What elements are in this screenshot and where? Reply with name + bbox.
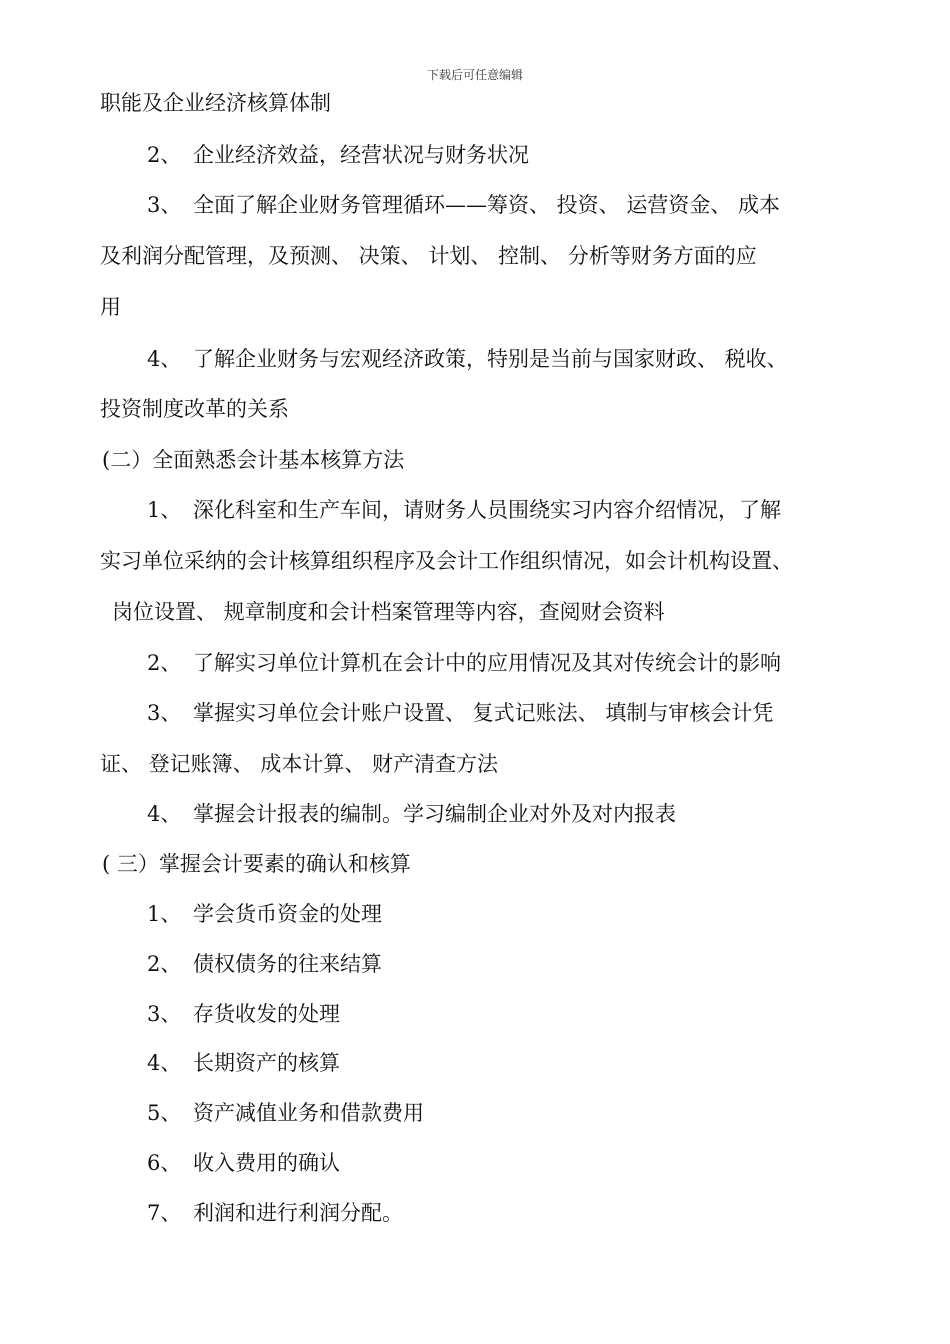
text-line [100,750,498,778]
item-text: 收入费用的确认 [193,1151,340,1175]
item-number: 1、 [147,498,182,522]
item-text: 了解企业财务与宏观经济政策，特别是当前与国家财政、 税收、 [193,347,788,371]
numbered-item [147,900,382,928]
item-number: 4、 [147,802,182,826]
line-text: 及利润分配管理，及预测、 决策、 计划、 控制、 分析等财务方面的应 [100,244,757,268]
text-line [100,89,331,117]
item-number: 3、 [147,193,182,217]
numbered-item [147,800,676,828]
section-heading [102,446,404,474]
item-number: 2、 [147,143,182,167]
line-text: 证、 登记账簿、 成本计算、 财产清查方法 [100,752,499,776]
text-line [100,547,793,575]
item-number: 7、 [147,1201,182,1225]
numbered-item [147,1049,340,1077]
numbered-item [147,950,382,978]
item-number: 1、 [147,902,182,926]
line-text: 实习单位采纳的会计核算组织程序及会计工作组织情况，如会计机构设置、 [100,549,793,573]
text-line [100,293,121,321]
text-line [112,598,665,626]
numbered-item [147,345,788,373]
heading-text: ( 三）掌握会计要素的确认和核算 [102,852,411,876]
page-header: 下载后可任意编辑 [426,68,523,82]
item-number: 5、 [147,1101,182,1125]
line-text: 投资制度改革的关系 [100,397,289,421]
item-number: 2、 [147,651,182,675]
item-text: 全面了解企业财务管理循环——筹资、 投资、 运营资金、 成本 [193,193,781,217]
item-text: 存货收发的处理 [193,1002,340,1026]
item-text: 利润和进行利润分配。 [193,1201,403,1225]
item-number: 4、 [147,347,182,371]
item-text: 深化科室和生产车间，请财务人员围绕实习内容介绍情况，了解 [193,498,781,522]
item-text: 资产减值业务和借款费用 [193,1101,424,1125]
line-text: 用 [100,295,121,319]
item-text: 债权债务的往来结算 [193,952,382,976]
numbered-item [147,191,780,219]
line-text: 岗位设置、 规章制度和会计档案管理等内容，查阅财会资料 [112,600,665,624]
item-text: 企业经济效益，经营状况与财务状况 [193,143,529,167]
numbered-item [147,1099,424,1127]
heading-text: (二）全面熟悉会计基本核算方法 [102,448,405,472]
item-number: 3、 [147,701,182,725]
item-number: 6、 [147,1151,182,1175]
item-text: 学会货币资金的处理 [193,902,382,926]
numbered-item [147,699,773,727]
item-text: 掌握会计报表的编制。学习编制企业对外及对内报表 [193,802,676,826]
line-text: 职能及企业经济核算体制 [100,91,331,115]
item-text: 掌握实习单位会计账户设置、 复式记账法、 填制与审核会计凭 [193,701,774,725]
item-number: 4、 [147,1051,182,1075]
item-number: 3、 [147,1002,182,1026]
numbered-item [147,1199,403,1227]
item-text: 了解实习单位计算机在会计中的应用情况及其对传统会计的影响 [193,651,781,675]
section-heading [102,850,411,878]
item-number: 2、 [147,952,182,976]
item-text: 长期资产的核算 [193,1051,340,1075]
text-line [100,242,757,270]
numbered-item [147,649,781,677]
numbered-item [147,1000,340,1028]
text-line [100,395,289,423]
numbered-item [147,496,781,524]
numbered-item [147,141,529,169]
numbered-item [147,1149,340,1177]
